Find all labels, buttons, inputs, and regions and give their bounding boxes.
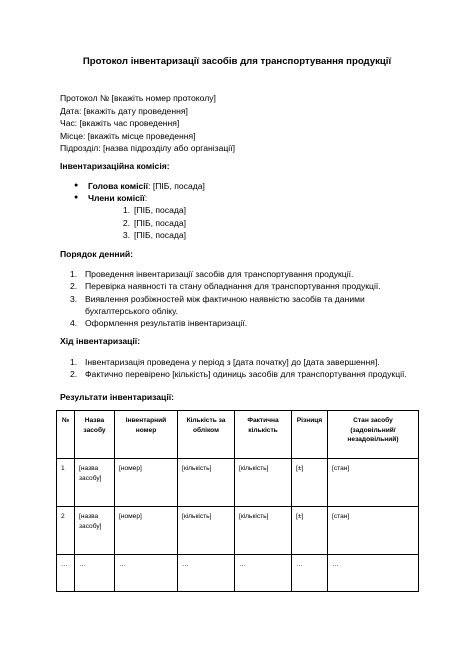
table-cell: [±] [292, 507, 328, 555]
table-cell: 1 [57, 459, 75, 507]
commission-members-suffix: : [144, 193, 148, 204]
commission-members-item [60, 192, 205, 204]
agenda-item-text: Проведення інвентаризації засобів для транспортування продукції. [85, 269, 354, 279]
column-header: Кількість за обліком [178, 411, 235, 459]
column-header: Стан засобу (задовільний/незадовільний) [328, 411, 419, 459]
document-title: Протокол інвентаризації засобів для транспортування продукції [82, 56, 392, 67]
commission-head-label: Голова комісії [88, 181, 149, 191]
table-cell: [номер] [115, 507, 178, 555]
agenda-list [60, 268, 400, 329]
table-cell: … [75, 555, 115, 592]
progress-item [60, 368, 420, 380]
meta-time: Час: [вкажіть час проведення] [60, 118, 180, 129]
commission-members-label: Члени комісії [88, 193, 145, 204]
table-cell: … [328, 555, 419, 592]
agenda-item-number: 4. [70, 318, 78, 329]
agenda-item [60, 280, 400, 292]
progress-item-text: Інвентаризація проведена у період з [дата початку] до [дата завершення]. [85, 357, 380, 367]
member-number: 1. [122, 205, 130, 216]
commission-list [60, 180, 205, 241]
meta-place: Місце: [вкажіть місце проведення] [60, 130, 196, 141]
table-cell: [кількість] [235, 459, 292, 507]
table-cell: [кількість] [178, 459, 235, 507]
column-header: Різниця [292, 411, 328, 459]
commission-heading: Інвентаризаційна комісія: [60, 161, 170, 171]
commission-member [60, 217, 205, 229]
agenda-item-number: 1. [70, 269, 78, 279]
progress-item [60, 356, 420, 368]
progress-heading: Хід інвентаризації: [60, 336, 141, 346]
member-number: 2. [122, 217, 130, 228]
commission-head-value: : [ПІБ, посада] [148, 181, 205, 191]
table-row [57, 507, 419, 555]
meta-date: Дата: [вкажіть дату проведення] [60, 105, 188, 116]
table-cell: [кількість] [178, 507, 235, 555]
table-row [57, 459, 419, 507]
table-cell: [назва засобу] [75, 507, 115, 555]
table-cell: … [292, 555, 328, 592]
member-text: [ПІБ, посада] [134, 205, 187, 216]
column-header: Фактична кількість [235, 411, 292, 459]
column-header: № [57, 411, 75, 459]
column-header: Інвентарний номер [115, 411, 178, 459]
results-table [56, 410, 419, 592]
member-number: 3. [122, 229, 130, 240]
table-cell: [назва засобу] [75, 459, 115, 507]
table-cell: … [115, 555, 178, 592]
commission-member [60, 229, 205, 241]
commission-head-item [60, 180, 205, 192]
table-cell: … [178, 555, 235, 592]
agenda-item-text: Виявлення розбіжностей між фактичною наявністю засобів та даними бухгалтерського обліку. [85, 293, 365, 316]
meta-protocol-number: Протокол № [вкажіть номер протоколу] [60, 93, 216, 103]
progress-item-text: Фактично перевірено [кількість] одиниць засобів для транспортування продукції. [85, 369, 407, 380]
table-cell: 2 [57, 507, 75, 555]
progress-item-number: 2. [70, 369, 78, 380]
results-heading: Результати інвентаризації: [60, 392, 175, 402]
agenda-item-text: Оформлення результатів інвентаризації. [85, 318, 248, 329]
column-header: Назва засобу [75, 411, 115, 459]
member-text: [ПІБ, посада] [134, 229, 187, 240]
table-cell: [стан] [328, 507, 419, 555]
agenda-item [60, 317, 400, 329]
table-cell: [стан] [328, 459, 419, 507]
progress-item-number: 1. [70, 357, 78, 367]
table-row [57, 555, 419, 592]
table-cell: [кількість] [235, 507, 292, 555]
table-cell: … [235, 555, 292, 592]
commission-member [60, 204, 205, 216]
agenda-item-number: 2. [70, 281, 78, 292]
meta-department: Підрозділ: [назва підрозділу або організації] [60, 143, 235, 154]
table-cell: [номер] [115, 459, 178, 507]
progress-list [60, 356, 420, 381]
table-cell: … [57, 555, 75, 592]
agenda-item [60, 293, 400, 318]
agenda-heading: Порядок денний: [60, 249, 134, 259]
table-header-row [57, 411, 419, 459]
agenda-item-text: Перевірка наявності та стану обладнання для транспортування продукції. [85, 281, 381, 292]
agenda-item [60, 268, 400, 280]
protocol-meta [60, 92, 235, 155]
agenda-item-number: 3. [70, 293, 78, 304]
member-text: [ПІБ, посада] [134, 217, 187, 228]
table-cell: [±] [292, 459, 328, 507]
